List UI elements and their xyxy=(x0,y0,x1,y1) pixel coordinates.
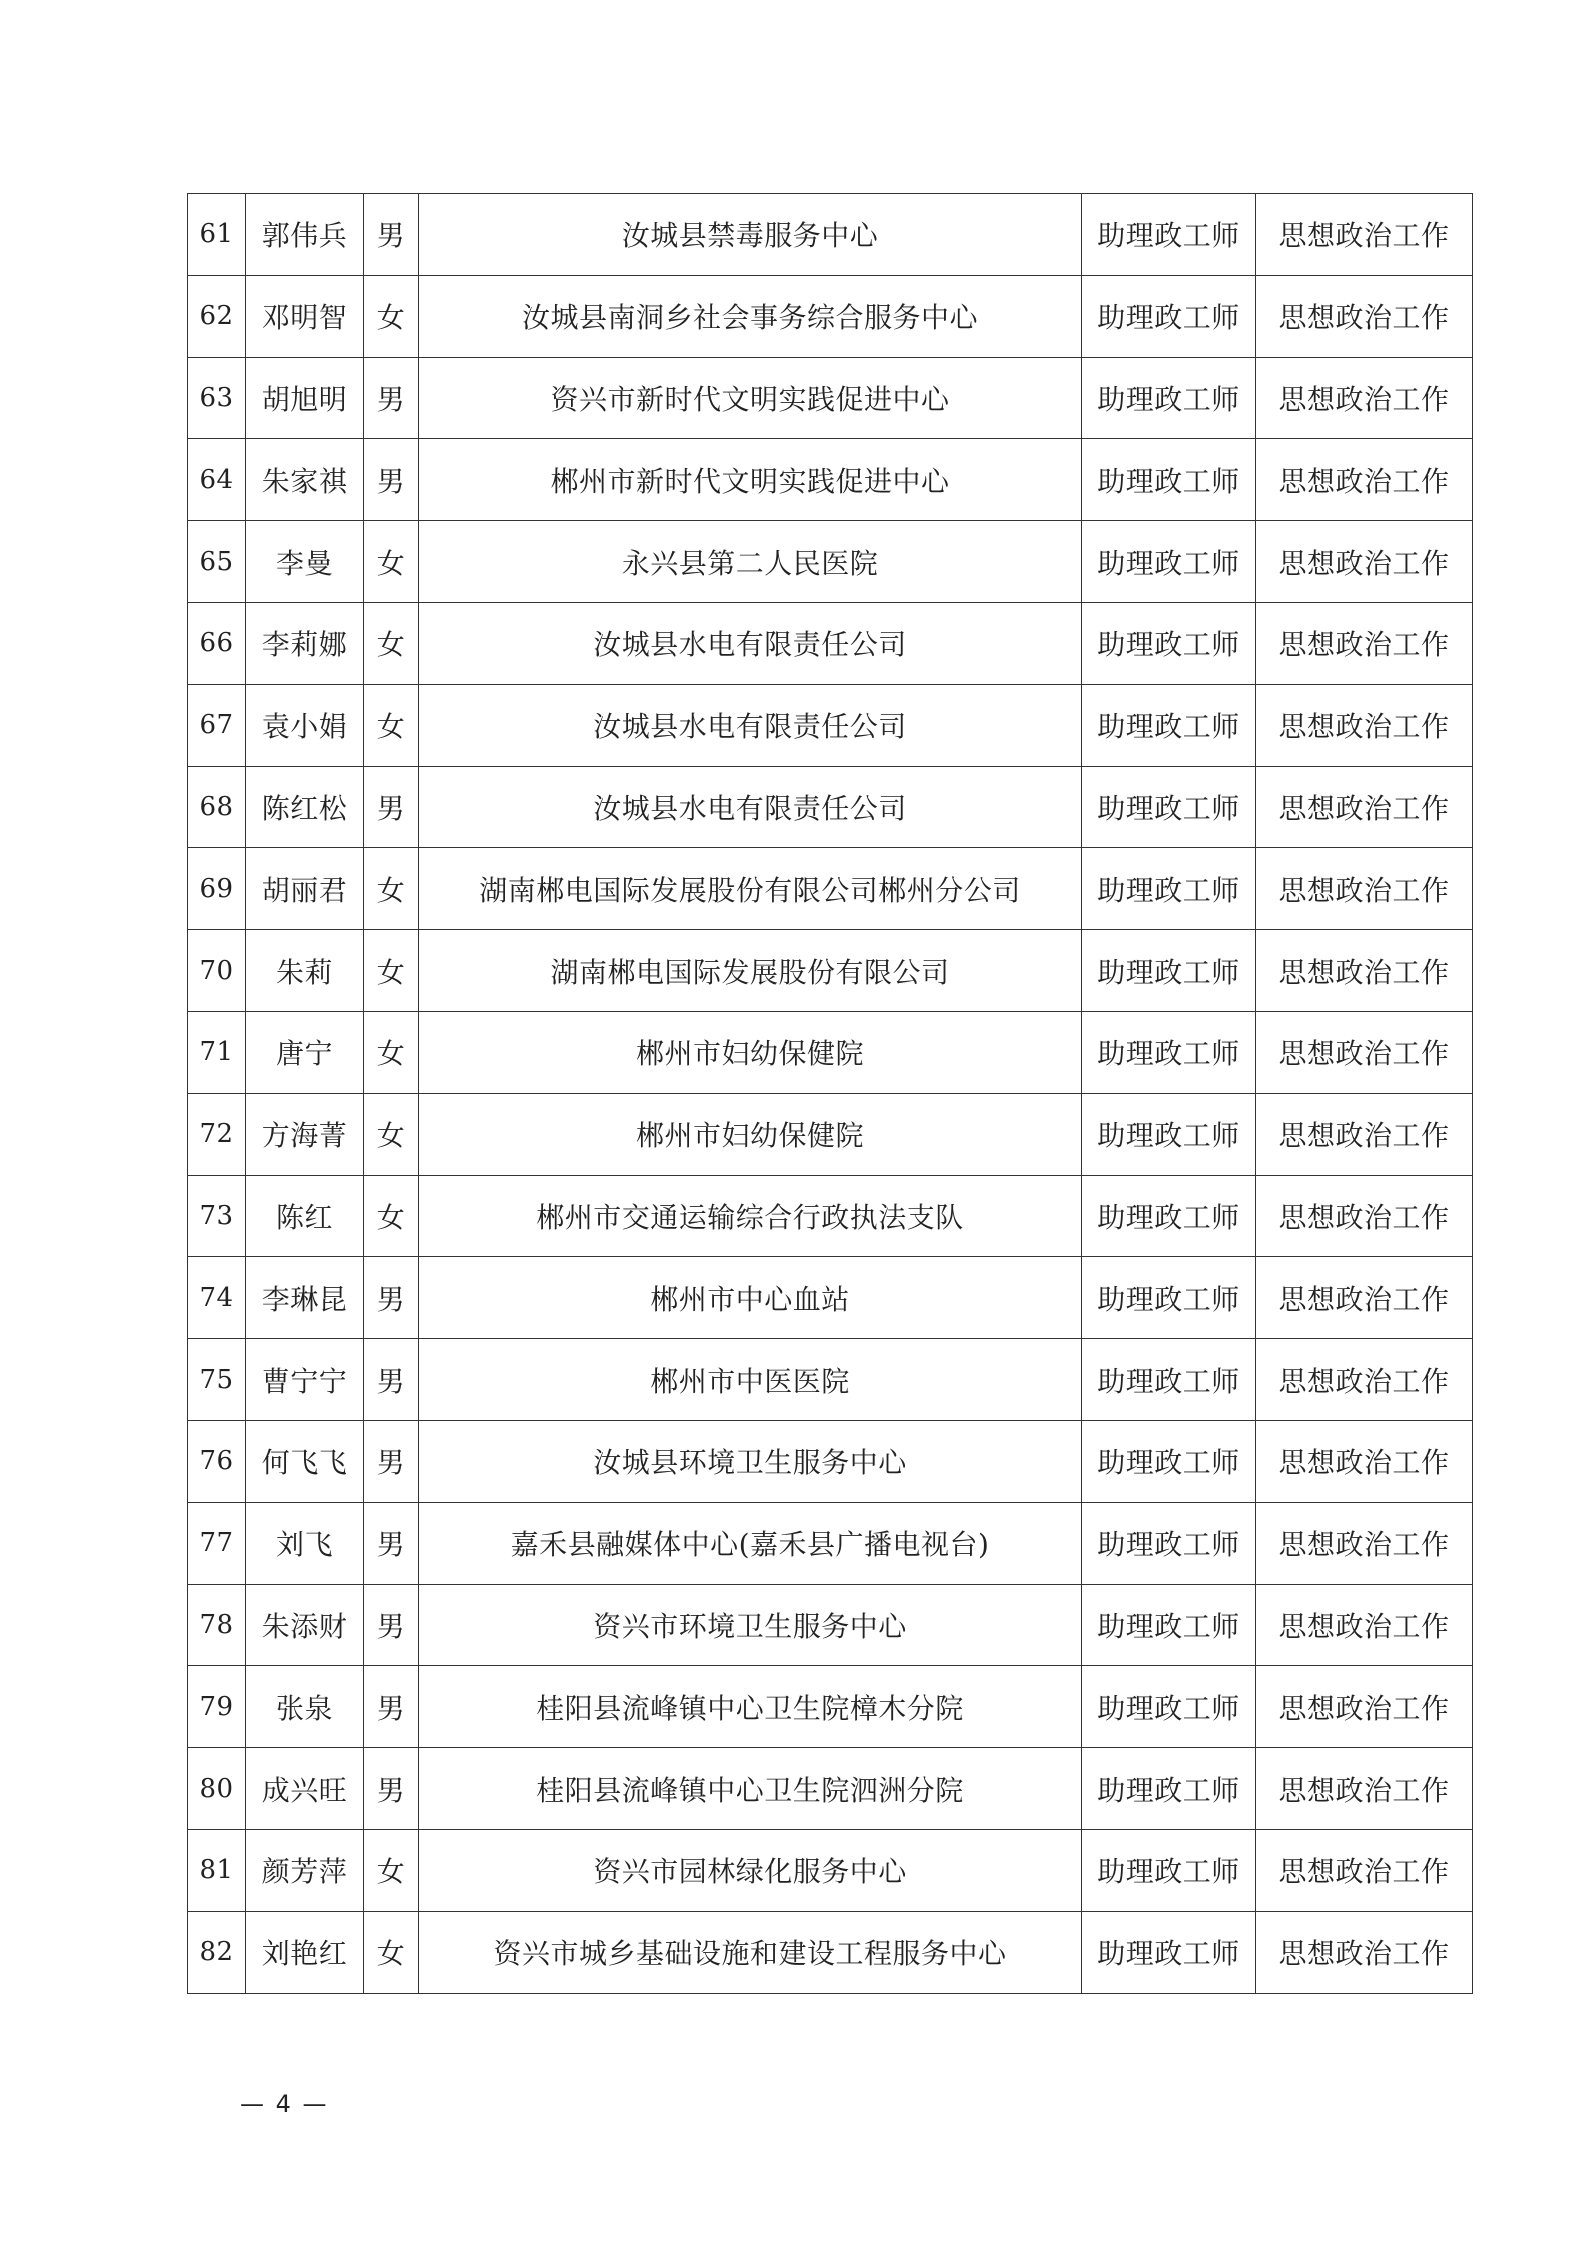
cell-title: 助理政工师 xyxy=(1082,1175,1256,1257)
cell-field: 思想政治工作 xyxy=(1256,602,1473,684)
cell-organization: 郴州市中医医院 xyxy=(419,1339,1082,1421)
cell-organization: 资兴市新时代文明实践促进中心 xyxy=(419,357,1082,439)
cell-name: 刘艳红 xyxy=(246,1911,364,1993)
cell-field: 思想政治工作 xyxy=(1256,1829,1473,1911)
table-body xyxy=(188,194,1473,1994)
cell-gender: 男 xyxy=(364,1420,419,1502)
cell-number: 67 xyxy=(188,684,246,766)
cell-organization: 资兴市园林绿化服务中心 xyxy=(419,1829,1082,1911)
table-row xyxy=(188,848,1473,930)
cell-number: 81 xyxy=(188,1829,246,1911)
cell-organization: 汝城县禁毒服务中心 xyxy=(419,194,1082,276)
cell-title: 助理政工师 xyxy=(1082,766,1256,848)
cell-organization: 湖南郴电国际发展股份有限公司 xyxy=(419,930,1082,1012)
cell-name: 郭伟兵 xyxy=(246,194,364,276)
cell-gender: 男 xyxy=(364,357,419,439)
cell-title: 助理政工师 xyxy=(1082,1420,1256,1502)
cell-organization: 桂阳县流峰镇中心卫生院樟木分院 xyxy=(419,1666,1082,1748)
table-row xyxy=(188,357,1473,439)
cell-organization: 湖南郴电国际发展股份有限公司郴州分公司 xyxy=(419,848,1082,930)
cell-gender: 男 xyxy=(364,194,419,276)
cell-name: 朱莉 xyxy=(246,930,364,1012)
cell-name: 胡旭明 xyxy=(246,357,364,439)
cell-name: 袁小娟 xyxy=(246,684,364,766)
cell-title: 助理政工师 xyxy=(1082,1911,1256,1993)
cell-field: 思想政治工作 xyxy=(1256,1666,1473,1748)
table-row xyxy=(188,930,1473,1012)
cell-title: 助理政工师 xyxy=(1082,602,1256,684)
cell-gender: 男 xyxy=(364,439,419,521)
cell-field: 思想政治工作 xyxy=(1256,1748,1473,1830)
table-row xyxy=(188,1011,1473,1093)
table-row xyxy=(188,275,1473,357)
cell-number: 62 xyxy=(188,275,246,357)
cell-title: 助理政工师 xyxy=(1082,684,1256,766)
cell-gender: 女 xyxy=(364,275,419,357)
cell-title: 助理政工师 xyxy=(1082,1502,1256,1584)
table-row xyxy=(188,521,1473,603)
cell-field: 思想政治工作 xyxy=(1256,357,1473,439)
table-row xyxy=(188,684,1473,766)
cell-number: 77 xyxy=(188,1502,246,1584)
table-row xyxy=(188,1339,1473,1421)
cell-title: 助理政工师 xyxy=(1082,1829,1256,1911)
cell-number: 69 xyxy=(188,848,246,930)
cell-title: 助理政工师 xyxy=(1082,357,1256,439)
table-row xyxy=(188,1420,1473,1502)
cell-title: 助理政工师 xyxy=(1082,1584,1256,1666)
cell-gender: 女 xyxy=(364,1175,419,1257)
cell-organization: 郴州市新时代文明实践促进中心 xyxy=(419,439,1082,521)
cell-name: 刘飞 xyxy=(246,1502,364,1584)
cell-number: 64 xyxy=(188,439,246,521)
cell-name: 邓明智 xyxy=(246,275,364,357)
cell-gender: 男 xyxy=(364,1748,419,1830)
table-row xyxy=(188,766,1473,848)
cell-gender: 男 xyxy=(364,1584,419,1666)
cell-organization: 汝城县水电有限责任公司 xyxy=(419,684,1082,766)
cell-organization: 汝城县环境卫生服务中心 xyxy=(419,1420,1082,1502)
cell-organization: 郴州市中心血站 xyxy=(419,1257,1082,1339)
cell-field: 思想政治工作 xyxy=(1256,439,1473,521)
cell-field: 思想政治工作 xyxy=(1256,1093,1473,1175)
cell-title: 助理政工师 xyxy=(1082,194,1256,276)
cell-name: 陈红松 xyxy=(246,766,364,848)
cell-number: 74 xyxy=(188,1257,246,1339)
cell-field: 思想政治工作 xyxy=(1256,1339,1473,1421)
cell-number: 61 xyxy=(188,194,246,276)
cell-gender: 女 xyxy=(364,930,419,1012)
cell-number: 80 xyxy=(188,1748,246,1830)
cell-number: 76 xyxy=(188,1420,246,1502)
cell-name: 胡丽君 xyxy=(246,848,364,930)
cell-title: 助理政工师 xyxy=(1082,1748,1256,1830)
cell-number: 78 xyxy=(188,1584,246,1666)
page-number: — 4 — xyxy=(240,2090,329,2118)
cell-gender: 女 xyxy=(364,684,419,766)
cell-field: 思想政治工作 xyxy=(1256,194,1473,276)
cell-field: 思想政治工作 xyxy=(1256,930,1473,1012)
cell-title: 助理政工师 xyxy=(1082,275,1256,357)
table-row xyxy=(188,1666,1473,1748)
cell-gender: 女 xyxy=(364,1911,419,1993)
cell-gender: 男 xyxy=(364,1502,419,1584)
table-row xyxy=(188,1093,1473,1175)
cell-title: 助理政工师 xyxy=(1082,439,1256,521)
cell-organization: 汝城县水电有限责任公司 xyxy=(419,766,1082,848)
cell-field: 思想政治工作 xyxy=(1256,848,1473,930)
table-row xyxy=(188,1911,1473,1993)
cell-name: 成兴旺 xyxy=(246,1748,364,1830)
cell-name: 张泉 xyxy=(246,1666,364,1748)
cell-title: 助理政工师 xyxy=(1082,1093,1256,1175)
cell-gender: 女 xyxy=(364,1829,419,1911)
cell-title: 助理政工师 xyxy=(1082,521,1256,603)
table-row xyxy=(188,1502,1473,1584)
cell-number: 70 xyxy=(188,930,246,1012)
cell-field: 思想政治工作 xyxy=(1256,766,1473,848)
cell-organization: 汝城县南洞乡社会事务综合服务中心 xyxy=(419,275,1082,357)
cell-number: 66 xyxy=(188,602,246,684)
cell-title: 助理政工师 xyxy=(1082,1011,1256,1093)
cell-gender: 男 xyxy=(364,1257,419,1339)
cell-organization: 郴州市交通运输综合行政执法支队 xyxy=(419,1175,1082,1257)
cell-gender: 男 xyxy=(364,1666,419,1748)
cell-title: 助理政工师 xyxy=(1082,1257,1256,1339)
cell-gender: 女 xyxy=(364,848,419,930)
cell-name: 李莉娜 xyxy=(246,602,364,684)
cell-organization: 嘉禾县融媒体中心(嘉禾县广播电视台) xyxy=(419,1502,1082,1584)
cell-name: 陈红 xyxy=(246,1175,364,1257)
personnel-table xyxy=(187,193,1473,1994)
cell-organization: 资兴市城乡基础设施和建设工程服务中心 xyxy=(419,1911,1082,1993)
cell-field: 思想政治工作 xyxy=(1256,1011,1473,1093)
cell-name: 李琳昆 xyxy=(246,1257,364,1339)
cell-gender: 女 xyxy=(364,1011,419,1093)
table-row xyxy=(188,439,1473,521)
cell-name: 曹宁宁 xyxy=(246,1339,364,1421)
cell-name: 李曼 xyxy=(246,521,364,603)
cell-organization: 汝城县水电有限责任公司 xyxy=(419,602,1082,684)
cell-gender: 男 xyxy=(364,1339,419,1421)
cell-title: 助理政工师 xyxy=(1082,1666,1256,1748)
table-row xyxy=(188,602,1473,684)
cell-organization: 桂阳县流峰镇中心卫生院泗洲分院 xyxy=(419,1748,1082,1830)
cell-number: 73 xyxy=(188,1175,246,1257)
cell-title: 助理政工师 xyxy=(1082,930,1256,1012)
table-row xyxy=(188,1748,1473,1830)
cell-field: 思想政治工作 xyxy=(1256,1502,1473,1584)
cell-gender: 女 xyxy=(364,521,419,603)
cell-number: 71 xyxy=(188,1011,246,1093)
table-row xyxy=(188,1584,1473,1666)
cell-number: 72 xyxy=(188,1093,246,1175)
cell-organization: 资兴市环境卫生服务中心 xyxy=(419,1584,1082,1666)
cell-name: 唐宁 xyxy=(246,1011,364,1093)
cell-title: 助理政工师 xyxy=(1082,848,1256,930)
cell-field: 思想政治工作 xyxy=(1256,1420,1473,1502)
cell-name: 朱家祺 xyxy=(246,439,364,521)
table-row xyxy=(188,1175,1473,1257)
cell-field: 思想政治工作 xyxy=(1256,275,1473,357)
cell-organization: 郴州市妇幼保健院 xyxy=(419,1011,1082,1093)
cell-field: 思想政治工作 xyxy=(1256,684,1473,766)
cell-name: 朱添财 xyxy=(246,1584,364,1666)
table-row xyxy=(188,1829,1473,1911)
cell-field: 思想政治工作 xyxy=(1256,521,1473,603)
personnel-table-container xyxy=(187,193,1472,1994)
cell-number: 82 xyxy=(188,1911,246,1993)
cell-organization: 郴州市妇幼保健院 xyxy=(419,1093,1082,1175)
table-row xyxy=(188,194,1473,276)
cell-gender: 女 xyxy=(364,602,419,684)
cell-number: 65 xyxy=(188,521,246,603)
cell-number: 63 xyxy=(188,357,246,439)
cell-field: 思想政治工作 xyxy=(1256,1175,1473,1257)
cell-field: 思想政治工作 xyxy=(1256,1257,1473,1339)
cell-number: 75 xyxy=(188,1339,246,1421)
cell-organization: 永兴县第二人民医院 xyxy=(419,521,1082,603)
cell-number: 68 xyxy=(188,766,246,848)
cell-field: 思想政治工作 xyxy=(1256,1584,1473,1666)
cell-name: 何飞飞 xyxy=(246,1420,364,1502)
cell-name: 方海菁 xyxy=(246,1093,364,1175)
cell-gender: 女 xyxy=(364,1093,419,1175)
cell-gender: 男 xyxy=(364,766,419,848)
table-row xyxy=(188,1257,1473,1339)
cell-name: 颜芳萍 xyxy=(246,1829,364,1911)
cell-number: 79 xyxy=(188,1666,246,1748)
cell-field: 思想政治工作 xyxy=(1256,1911,1473,1993)
cell-title: 助理政工师 xyxy=(1082,1339,1256,1421)
